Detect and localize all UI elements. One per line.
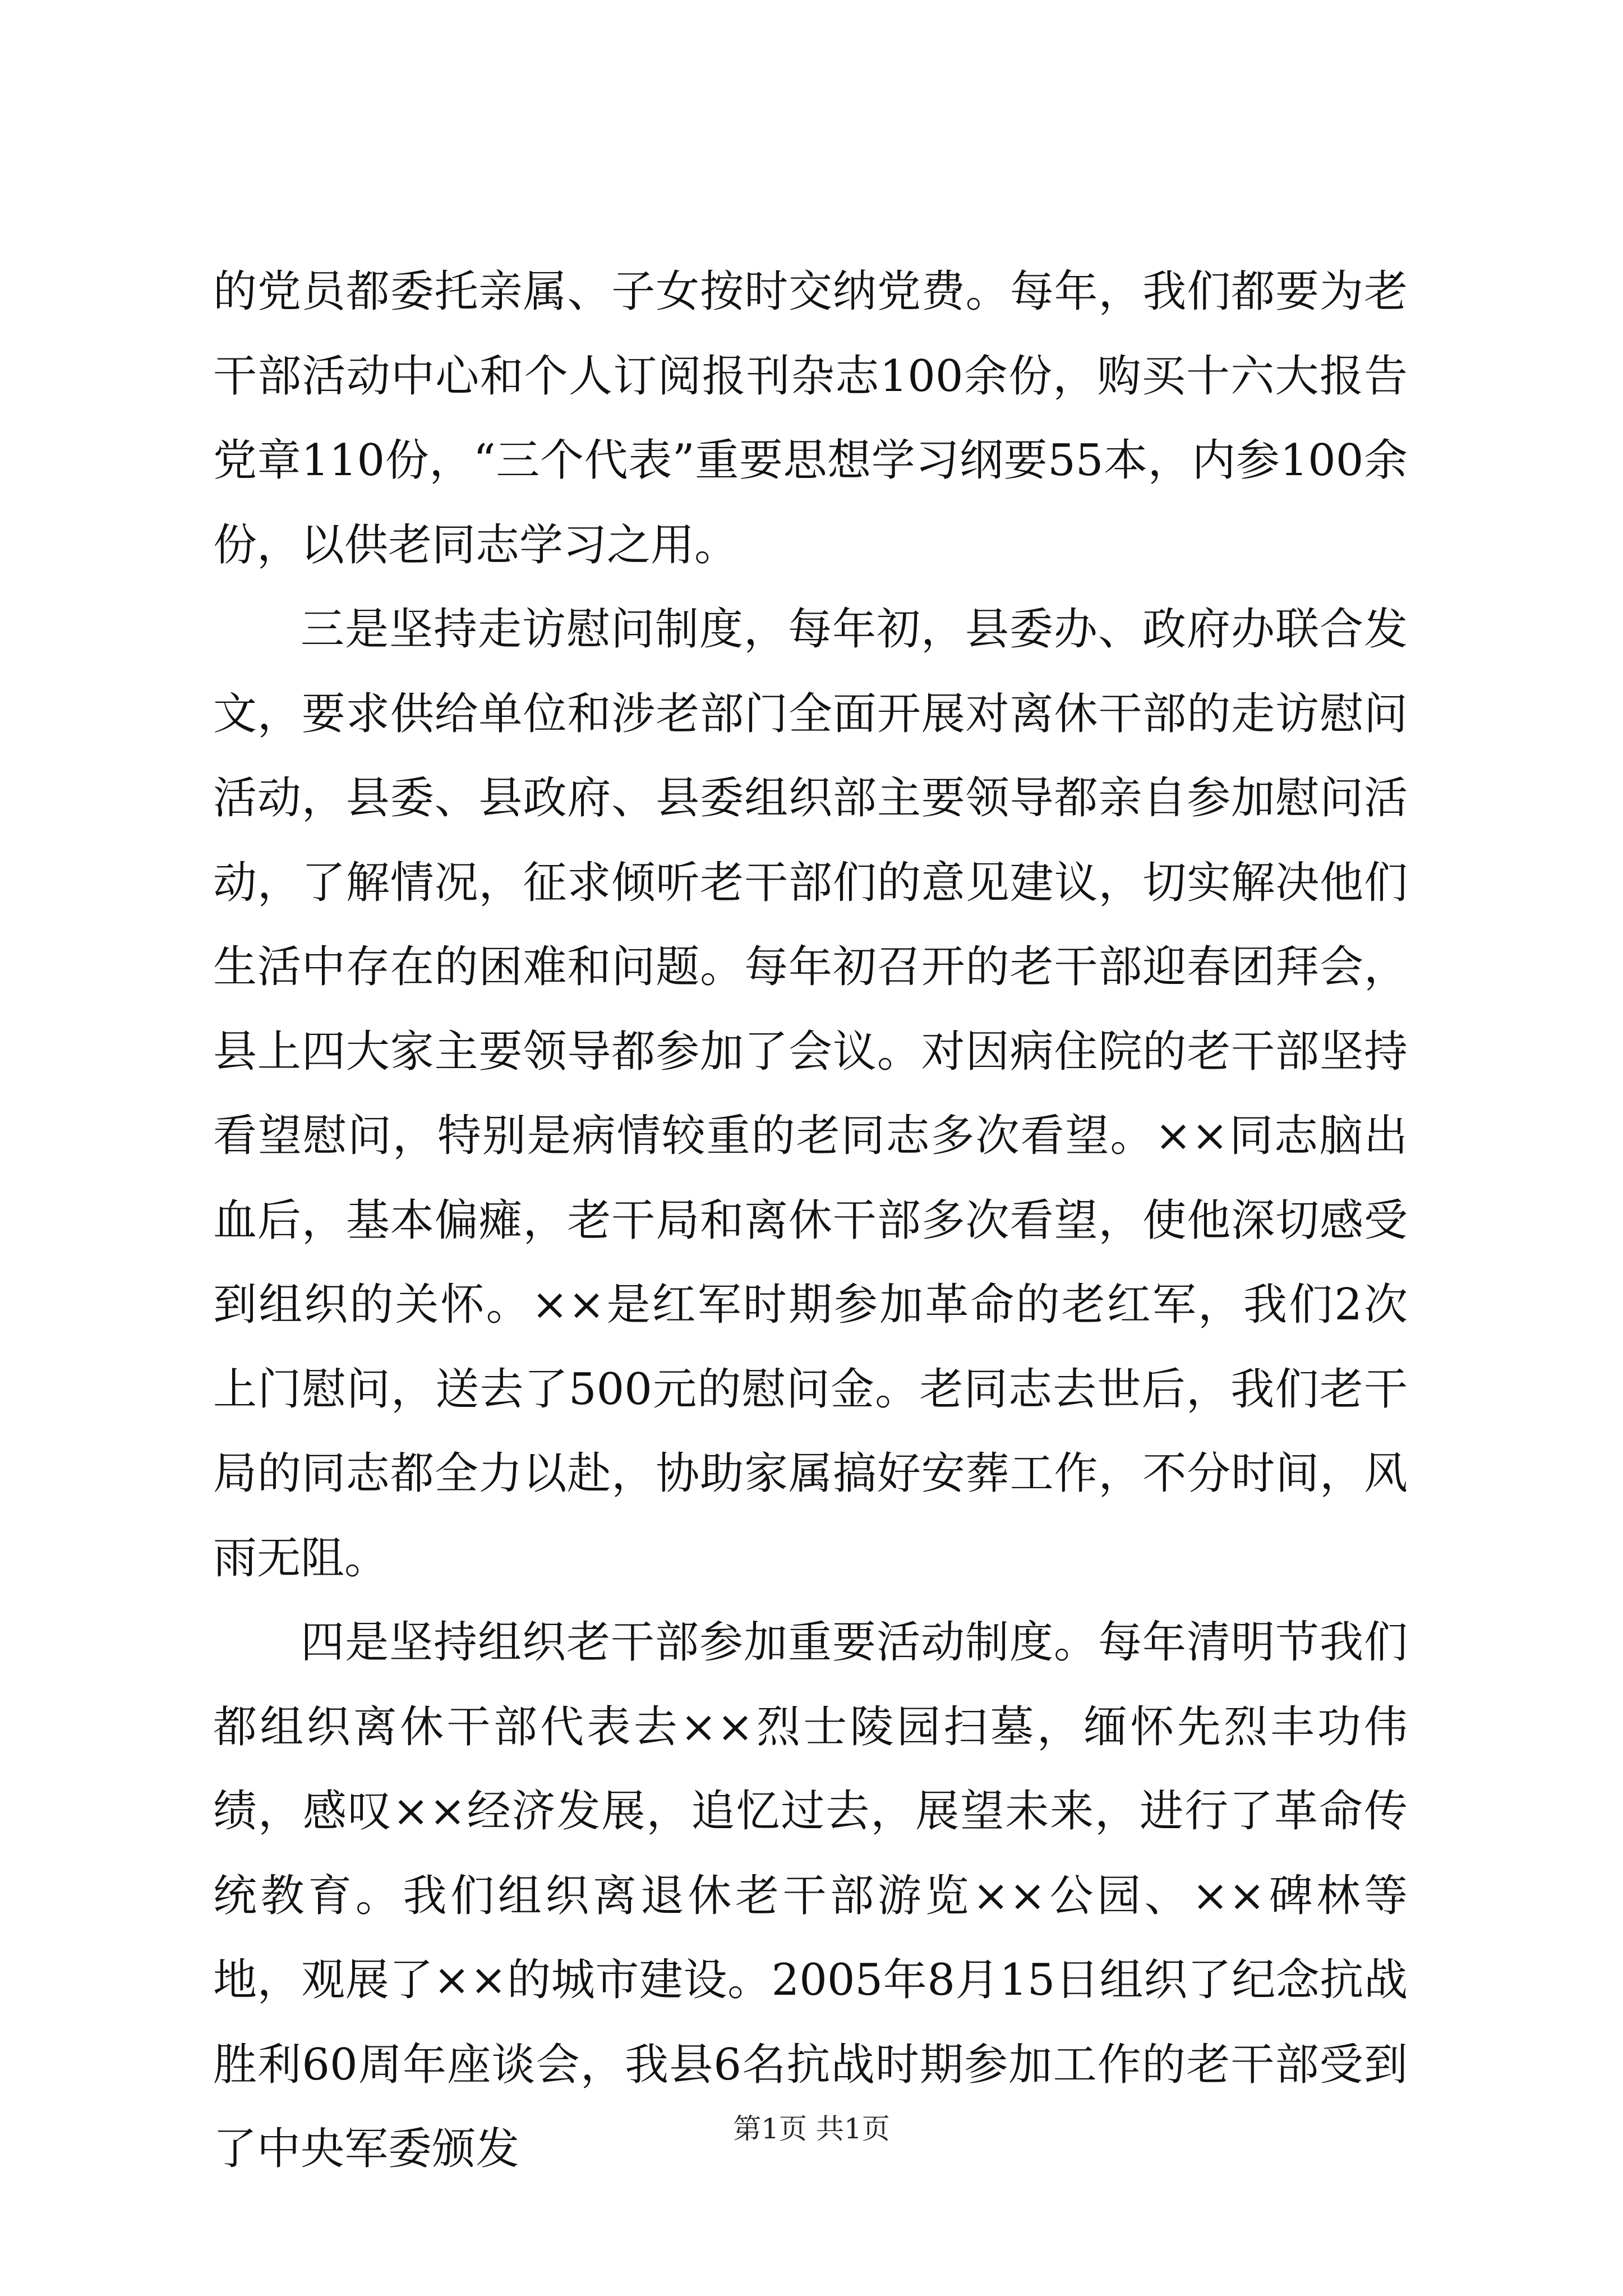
paragraph-activities: 四是坚持组织老干部参加重要活动制度。每年清明节我们都组织离休干部代表去××烈士陵园扫墓，缅怀先烈丰功伟绩，感叹××经济发展，追忆过去，展望未来，进行了革命传统教育。我们组织离退休老干部游览××公园、××碑林等地，观展了××的城市建设。2005年8月15日组织了纪念抗战胜利60周年座谈会，我县6名抗战时期参加工作的老干部受到了中央军委颁发 xyxy=(213,1617,1408,2174)
page-footer: 第1页 共1页 xyxy=(733,2113,890,2145)
paragraph-visits: 三是坚持走访慰问制度，每年初，县委办、政府办联合发文，要求供给单位和涉老部门全面开展对离休干部的走访慰问活动，县委、县政府、县委组织部主要领导都亲自参加慰问活动，了解情况，征求倾听老干部们的意见建议，切实解决他们生活中存在的困难和问题。每年初召开的老干部迎春团拜会，县上四大家主要领导都参加了会议。对因病住院的老干部坚持看望慰问，特别是病情较重的老同志多次看望。××同志脑出血后，基本偏瘫，老干局和离休干部多次看望，使他深切感受到组织的关怀。××是红军时期参加革命的老红军，我们2次上门慰问，送去了500元的慰问金。老同志去世后，我们老干局的同志都全力以赴，协助家属搞好安葬工作，不分时间，风雨无阻。 xyxy=(213,604,1408,1584)
paragraph-continuation: 的党员都委托亲属、子女按时交纳党费。每年，我们都要为老干部活动中心和个人订阅报刊杂志100余份，购买十六大报告党章110份，“三个代表”重要思想学习纲要55本，内参100余份，以供老同志学习之用。 xyxy=(213,266,1408,570)
document-body xyxy=(213,250,1408,2192)
